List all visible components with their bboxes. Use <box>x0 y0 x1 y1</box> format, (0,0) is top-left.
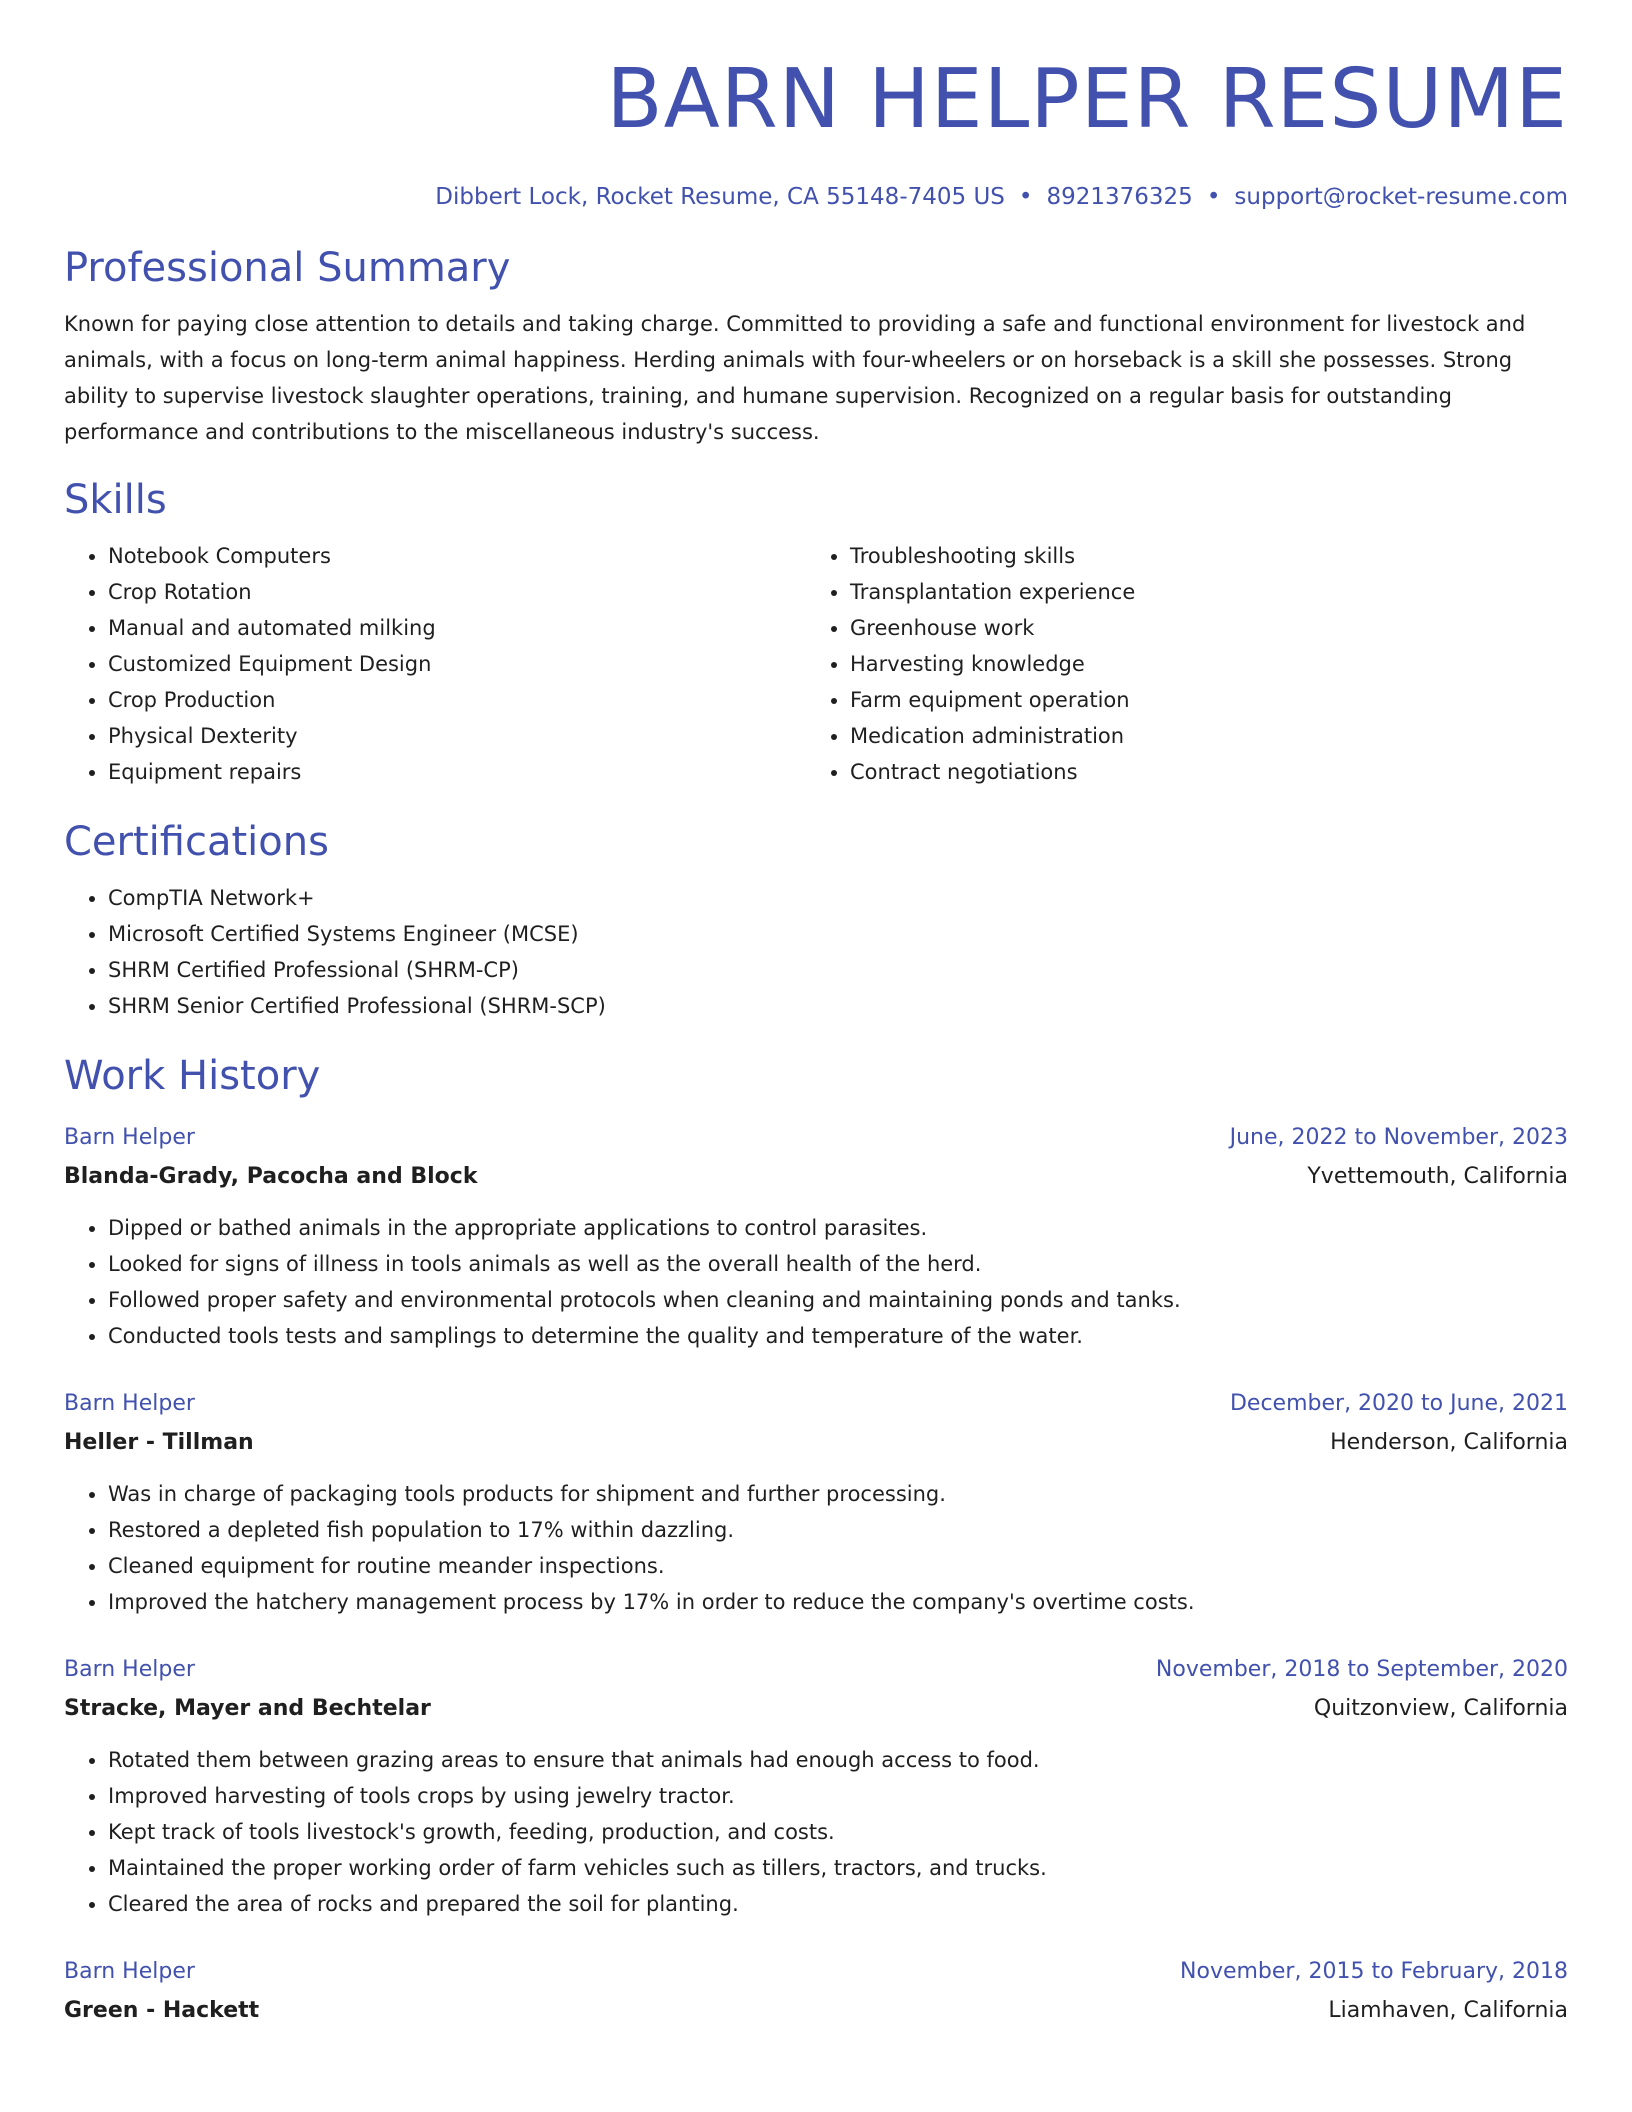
skill-item: • Farm equipment operation <box>850 682 1548 718</box>
contact-email: support@rocket-resume.com <box>1234 184 1568 210</box>
resume-header <box>64 0 1568 212</box>
job-title-row <box>64 1952 1568 1992</box>
job-bullet: • Maintained the proper working order of farm vehicles such as tillers, tractors, and trucks. <box>108 1850 1568 1886</box>
skill-item: • Greenhouse work <box>850 610 1548 646</box>
skill-item: • Crop Rotation <box>108 574 806 610</box>
job-location: Liamhaven, California <box>1328 1998 1568 2023</box>
contact-phone: 8921376325 <box>1046 184 1193 210</box>
job-entry <box>64 1384 1568 1620</box>
job-dates: November, 2018 to September, 2020 <box>1155 1657 1568 1682</box>
work-history-heading: Work History <box>64 1053 321 1099</box>
skill-item: • Customized Equipment Design <box>108 646 806 682</box>
skill-item: • Transplantation experience <box>850 574 1548 610</box>
contact-address: Dibbert Lock, Rocket Resume, CA 55148-7405 US <box>435 184 1005 210</box>
job-location: Quitzonview, California <box>1313 1696 1568 1721</box>
job-title: Barn Helper <box>64 1125 195 1150</box>
skill-item: • Manual and automated milking <box>108 610 806 646</box>
job-title-row <box>64 1118 1568 1158</box>
job-bullet: • Kept track of tools livestock's growth, feeding, production, and costs. <box>108 1814 1568 1850</box>
job-title: Barn Helper <box>64 1959 195 1984</box>
skill-item: • Physical Dexterity <box>108 718 806 754</box>
contact-separator: • <box>1206 184 1221 210</box>
job-bullet: • Restored a depleted fish population to 17% within dazzling. <box>108 1512 1568 1548</box>
skill-item: • Harvesting knowledge <box>850 646 1548 682</box>
job-bullets <box>64 1742 1568 1922</box>
job-title-row <box>64 1650 1568 1690</box>
skills-heading: Skills <box>64 477 167 523</box>
job-employer-row <box>64 1424 1568 1462</box>
job-bullet: • Cleaned equipment for routine meander inspections. <box>108 1548 1568 1584</box>
summary-text: Known for paying close attention to details and taking charge. Committed to providing a safe and functional environment for livestock and animals, with a focus on long-term animal happiness. Herding animals with four-wheelers or on horseback is a skill she possesses. Strong ability to supervise livestock slaughter operations, training, and humane supervision. Recognized on a regular basis for outstanding performance and contributions to the miscellaneous industry's success. <box>64 312 1526 444</box>
job-dates: December, 2020 to June, 2021 <box>1229 1391 1568 1416</box>
job-employer-row <box>64 1690 1568 1728</box>
job-dates: November, 2015 to February, 2018 <box>1180 1959 1568 1984</box>
job-bullet: • Was in charge of packaging tools products for shipment and further processing. <box>108 1476 1568 1512</box>
skills-columns <box>64 538 1568 790</box>
job-bullets <box>64 1476 1568 1620</box>
job-employer: Stracke, Mayer and Bechtelar <box>64 1696 431 1721</box>
job-bullet: • Conducted tools tests and samplings to determine the quality and temperature of the water. <box>108 1318 1568 1354</box>
skills-list-right <box>806 538 1548 790</box>
resume-name: BARN HELPER RESUME <box>606 52 1568 147</box>
job-employer-row <box>64 1158 1568 1196</box>
skill-item: • Notebook Computers <box>108 538 806 574</box>
contact-line <box>64 182 1568 212</box>
job-employer: Blanda-Grady, Pacocha and Block <box>64 1164 478 1189</box>
contact-separator: • <box>1018 184 1033 210</box>
skill-item: • Crop Production <box>108 682 806 718</box>
job-bullet: • Followed proper safety and environmental protocols when cleaning and maintaining ponds and tanks. <box>108 1282 1568 1318</box>
certification-item: • Microsoft Certified Systems Engineer (MCSE) <box>108 916 1568 952</box>
job-employer-row <box>64 1992 1568 2030</box>
job-dates: June, 2022 to November, 2023 <box>1229 1125 1568 1150</box>
job-bullet: • Dipped or bathed animals in the appropriate applications to control parasites. <box>108 1210 1568 1246</box>
certifications-list <box>64 880 1568 1024</box>
job-entry <box>64 1952 1568 2030</box>
summary-heading: Professional Summary <box>64 245 511 291</box>
skills-list-left <box>64 538 806 790</box>
job-bullet: • Improved harvesting of tools crops by using jewelry tractor. <box>108 1778 1568 1814</box>
job-location: Henderson, California <box>1330 1430 1568 1455</box>
job-entry <box>64 1118 1568 1354</box>
certifications-heading: Certifications <box>64 819 329 865</box>
job-entry <box>64 1650 1568 1922</box>
job-bullet: • Cleared the area of rocks and prepared the soil for planting. <box>108 1886 1568 1922</box>
resume-page <box>64 0 1568 2030</box>
job-location: Yvettemouth, California <box>1307 1164 1568 1189</box>
job-bullet: • Improved the hatchery management process by 17% in order to reduce the company's overtime costs. <box>108 1584 1568 1620</box>
job-employer: Heller - Tillman <box>64 1430 254 1455</box>
job-bullets <box>64 1210 1568 1354</box>
skill-item: • Troubleshooting skills <box>850 538 1548 574</box>
job-title: Barn Helper <box>64 1657 195 1682</box>
certification-item: • CompTIA Network+ <box>108 880 1568 916</box>
skill-item: • Medication administration <box>850 718 1548 754</box>
job-title-row <box>64 1384 1568 1424</box>
job-bullet: • Looked for signs of illness in tools animals as well as the overall health of the herd. <box>108 1246 1568 1282</box>
skill-item: • Equipment repairs <box>108 754 806 790</box>
job-bullet: • Rotated them between grazing areas to ensure that animals had enough access to food. <box>108 1742 1568 1778</box>
skill-item: • Contract negotiations <box>850 754 1548 790</box>
certification-item: • SHRM Senior Certified Professional (SHRM-SCP) <box>108 988 1568 1024</box>
certification-item: • SHRM Certified Professional (SHRM-CP) <box>108 952 1568 988</box>
job-title: Barn Helper <box>64 1391 195 1416</box>
job-employer: Green - Hackett <box>64 1998 260 2023</box>
